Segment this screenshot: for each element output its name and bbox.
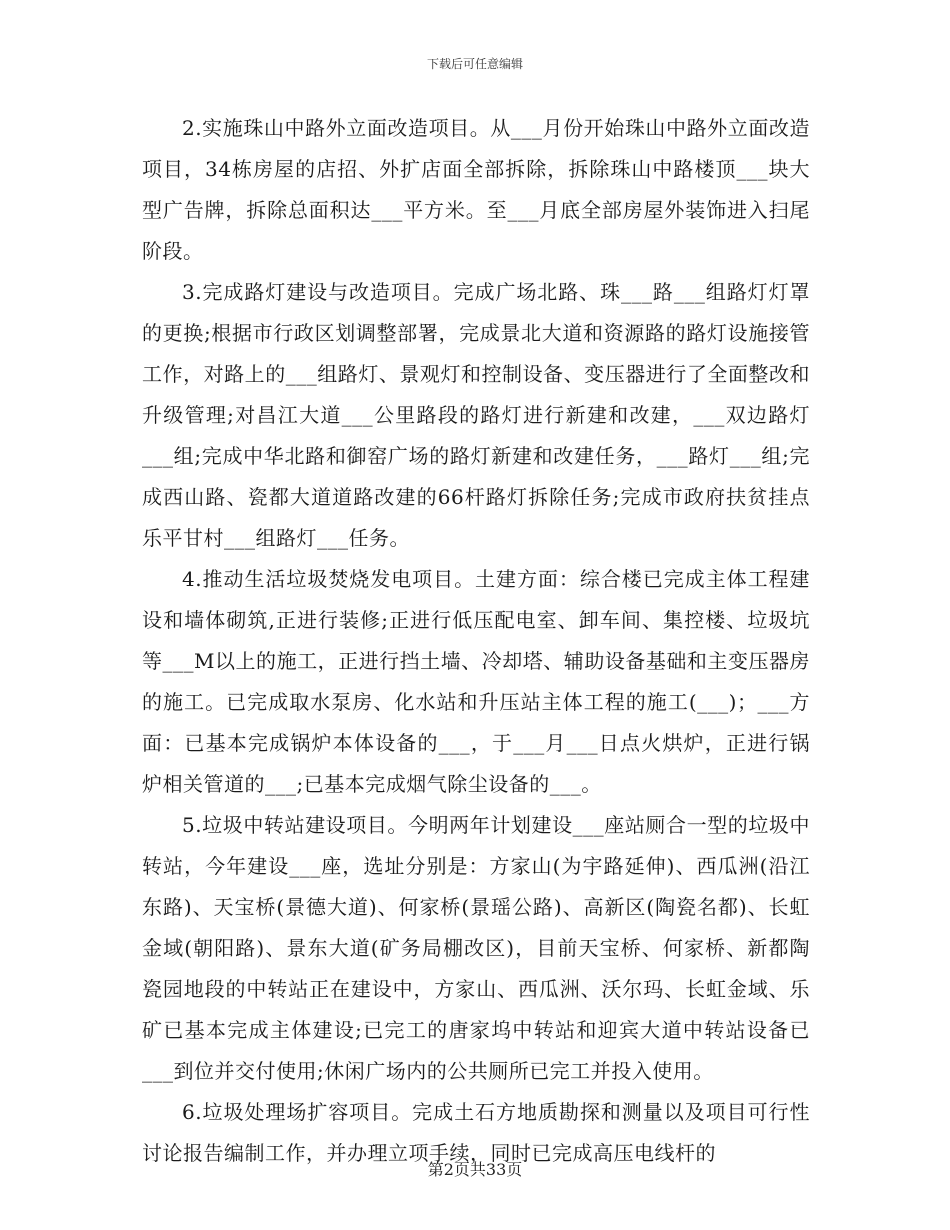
paragraph-item-2: 2.实施珠山中路外立面改造项目。从___月份开始珠山中路外立面改造项目，34栋房屋的店招、外扩店面全部拆除，拆除珠山中路楼顶___块大型广告牌，拆除总面积达___平方米。至___月底全部房屋外装饰进入扫尾阶段。: [142, 116, 810, 263]
paragraph-item-5: 5.垃圾中转站建设项目。今明两年计划建设___座站厕合一型的垃圾中转站，今年建设___座，选址分别是：方家山(为宇路延伸)、西瓜洲(沿江东路)、天宝桥(景德大道)、何家桥(景瑶公路)、高新区(陶瓷名都)、长虹金域(朝阳路)、景东大道(矿务局棚改区)，目前天宝桥、何家桥、新都陶瓷园地段的中转站正在建设中，方家山、西瓜洲、沃尔玛、长虹金域、乐矿已基本完成主体建设;已完工的唐家坞中转站和迎宾大道中转站设备已___到位并交付使用;休闲广场内的公共厕所已完工并投入使用。: [142, 813, 810, 1083]
paragraph-item-6: 6.垃圾处理场扩容项目。完成土石方地质勘探和测量以及项目可行性讨论报告编制工作，并办理立项手续，同时已完成高压电线杆的: [142, 1100, 810, 1165]
paragraph-item-4: 4.推动生活垃圾焚烧发电项目。土建方面：综合楼已完成主体工程建设和墙体砌筑,正进行装修;正进行低压配电室、卸车间、集控楼、垃圾坑等___M以上的施工，正进行挡土墙、冷却塔、辅助设备基础和主变压器房的施工。已完成取水泵房、化水站和升压站主体工程的施工(___)；___方面：已基本完成锅炉本体设备的___，于___月___日点火烘炉，正进行锅炉相关管道的___;已基本完成烟气除尘设备的___。: [142, 567, 810, 796]
document-body: [142, 108, 810, 1174]
paragraph-item-3: 3.完成路灯建设与改造项目。完成广场北路、珠___路___组路灯灯罩的更换;根据市行政区划调整部署，完成景北大道和资源路的路灯设施接管工作，对路上的___组路灯、景观灯和控制设备、变压器进行了全面整改和升级管理;对昌江大道___公里路段的路灯进行新建和改建，___双边路灯___组;完成中华北路和御窑广场的路灯新建和改建任务，___路灯___组;完成西山路、瓷都大道道路改建的66杆路灯拆除任务;完成市政府扶贫挂点乐平甘村___组路灯___任务。: [142, 280, 810, 550]
page-number-footer: 第2页共33页: [427, 1160, 523, 1179]
page-header: 下载后可任意编辑: [426, 57, 523, 71]
